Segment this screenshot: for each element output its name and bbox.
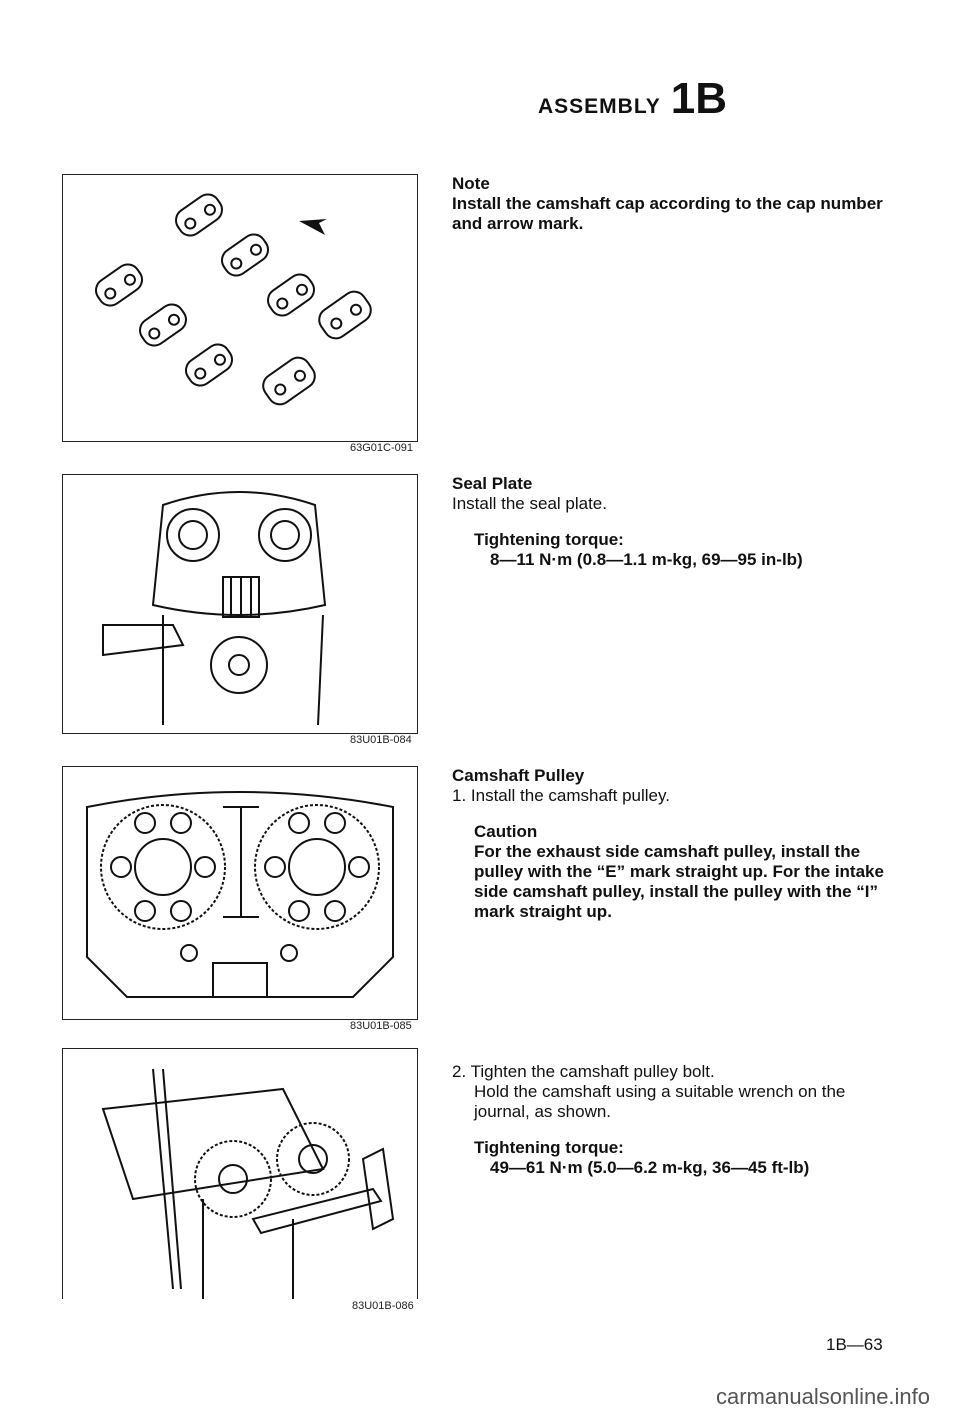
camshaft-caps-diagram — [63, 175, 417, 441]
figure-id: 83U01B-086 — [352, 1300, 414, 1312]
figure-id: 63G01C-091 — [350, 442, 413, 454]
pulley-bolt-wrench-diagram — [63, 1049, 417, 1299]
page-number: 1B—63 — [826, 1335, 883, 1354]
seal-plate-text: Install the seal plate. — [452, 494, 607, 513]
figure-id: 83U01B-084 — [350, 734, 412, 746]
torque-label: Tightening torque: — [474, 530, 624, 549]
figure-camshaft-caps — [62, 174, 418, 442]
camshaft-pulley-title: Camshaft Pulley — [452, 766, 585, 785]
note-title: Note — [452, 174, 490, 193]
camshaft-pulley-block — [452, 766, 892, 922]
seal-plate-block — [452, 474, 892, 570]
torque-value: 49—61 N·m (5.0—6.2 m-kg, 36—45 ft-lb) — [490, 1158, 810, 1177]
header-title: ASSEMBLY — [538, 95, 661, 118]
figure-camshaft-pulley — [62, 766, 418, 1020]
page-header — [538, 74, 727, 124]
footer-watermark: carmanualsonline.info — [716, 1384, 931, 1409]
figure-id: 83U01B-085 — [350, 1020, 412, 1032]
step-1: 1. Install the camshaft pulley. — [452, 786, 670, 805]
camshaft-pulley-marks-diagram — [63, 767, 417, 1019]
figure-seal-plate — [62, 474, 418, 734]
note-text: Install the camshaft cap according to the cap number and arrow mark. — [452, 194, 883, 233]
torque-label: Tightening torque: — [474, 1138, 624, 1157]
step-2: 2. Tighten the camshaft pulley bolt. — [452, 1062, 715, 1081]
caution-text: For the exhaust side camshaft pulley, install the pulley with the “E” mark straight up. For the intake side camshaft pulley, install the pulley with the “I” mark straight up. — [474, 842, 884, 921]
step-2-block — [452, 1062, 892, 1178]
figure-pulley-bolt — [62, 1048, 418, 1299]
seal-plate-title: Seal Plate — [452, 474, 533, 493]
section-badge: 1B — [670, 74, 728, 123]
note-block — [452, 174, 892, 234]
caution-title: Caution — [474, 822, 538, 841]
seal-plate-diagram — [63, 475, 417, 733]
step-2-detail: Hold the camshaft using a suitable wrench on the journal, as shown. — [474, 1082, 846, 1121]
torque-value: 8—11 N·m (0.8—1.1 m-kg, 69—95 in-lb) — [490, 550, 803, 569]
